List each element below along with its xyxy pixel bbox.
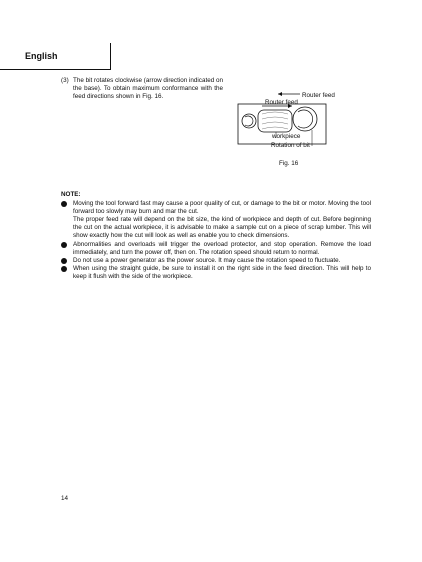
note-line: Do not use a power generator as the power source. It may cause the rotation speed to fluctuate. — [73, 256, 341, 264]
figure-caption: Fig. 16 — [279, 160, 299, 167]
notes-section — [61, 191, 371, 281]
bullet-icon — [61, 258, 67, 264]
language-label: English — [25, 51, 58, 61]
tab-border-horizontal — [0, 69, 111, 70]
note-line: Abnormalities and overloads will trigger the overload protector, and stop operation. Remove the load immediately, and turn the power off, then on. The rotation speed should return to normal. — [73, 240, 371, 256]
bullet-icon — [61, 266, 67, 272]
note-line: The proper feed rate will depend on the bit size, the kind of workpiece and depth of cut. Before beginning the cut on the actual workpiece, it is advisable to make a sample cut on a piece of scrap lumber. This will show exactly how the cut will look as well as enable you to check dimensions. — [73, 216, 371, 240]
page-number: 14 — [61, 495, 69, 502]
tab-border-vertical — [110, 43, 111, 70]
note-line: When using the straight guide, be sure to install it on the right side in the feed direction. This will help to keep it flush with the side of the workpiece. — [73, 264, 371, 280]
note-item — [61, 257, 371, 265]
left-rotation-arrow-icon — [245, 116, 253, 126]
router-feed-inner-label: Router feed — [265, 99, 298, 106]
workpiece-label: workpiece — [272, 133, 301, 140]
language-tab — [0, 43, 111, 69]
note-item — [61, 200, 371, 240]
router-feed-diagram — [232, 88, 352, 158]
bullet-icon — [61, 242, 67, 248]
step-number: (3) — [61, 77, 69, 84]
note-line: Moving the tool forward fast may cause a poor quality of cut, or damage to the bit or motor. Moving the tool forward too slowly may burn and mar the cut. — [73, 200, 371, 216]
bullet-icon — [61, 201, 67, 207]
note-item — [61, 241, 371, 257]
right-rotation-arrow-icon — [298, 110, 313, 128]
notes-title: NOTE: — [61, 191, 81, 198]
step-text: The bit rotates clockwise (arrow direction indicated on the base). To obtain maximum conformance with the feed directions shown in Fig. 16. — [73, 77, 223, 101]
rotation-of-bit-label: Rotation of bit — [271, 142, 310, 149]
right-bit-icon — [293, 107, 317, 131]
wood-grain — [262, 112, 288, 129]
note-item — [61, 265, 371, 281]
router-feed-top-label: Router feed — [302, 92, 335, 99]
